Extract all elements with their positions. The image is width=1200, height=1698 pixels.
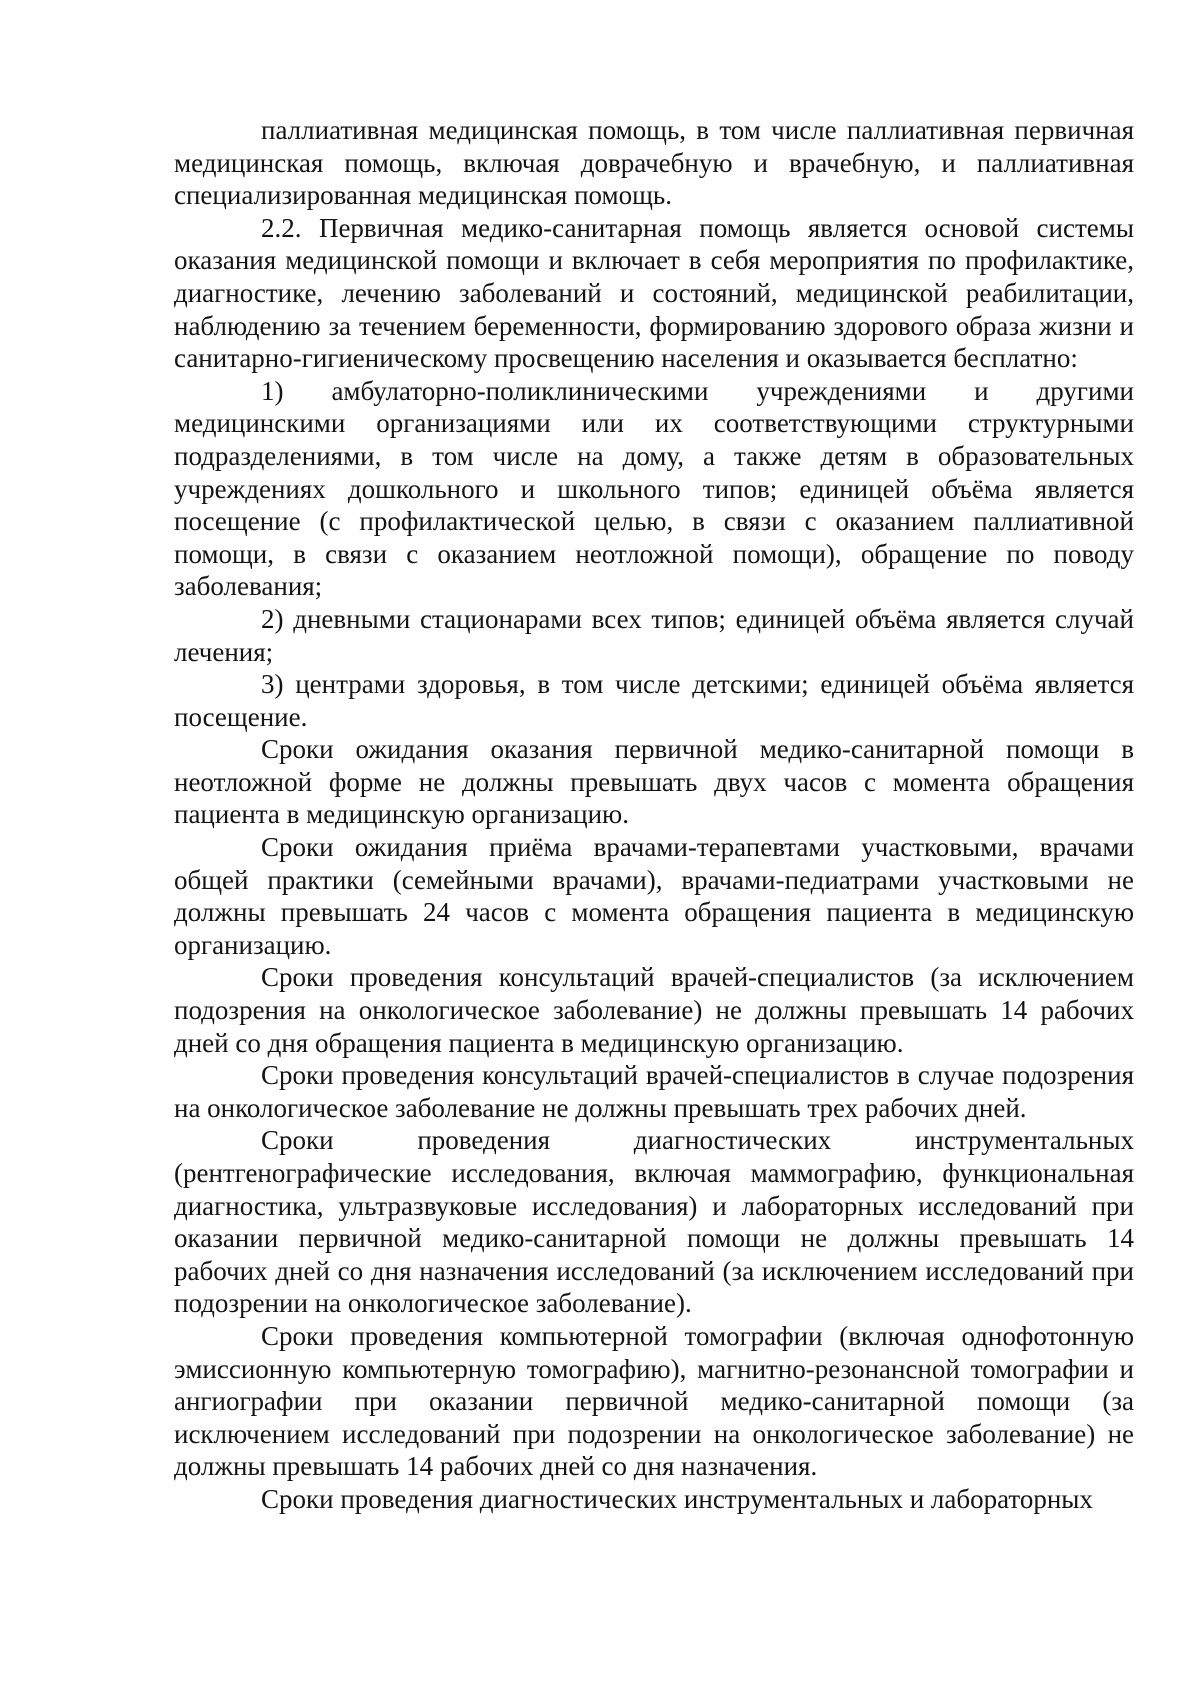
list-item-2-day-hospitals: 2) дневными стационарами всех типов; единицей объёма является случай лечения; [174,603,1134,667]
list-item-1-outpatient: 1) амбулаторно-поликлиническими учреждениями и другими медицинскими организациями или их соответствующими структурными подразделениями, в том числе на дому, а также детям в образовательных учреждениях дошкольного и школьного типов; единицей объёма является посещение (с профилактической целью, в связи с оказанием паллиативной помощи, в связи с оказанием неотложной помощи), обращение по поводу заболевания; [174,375,1134,602]
paragraph-diagnostic-time: Сроки проведения диагностических инструментальных (рентгенографические исследования, включая маммографию, функциональная диагностика, ультразвуковые исследования) и лабораторных исследований при оказании первичной медико-санитарной помощи не должны превышать 14 рабочих дней со дня назначения исследований (за исключением исследований при подозрении на онкологическое заболевание). [174,1125,1134,1319]
paragraph-specialist-consult-time: Сроки проведения консультаций врачей-специалистов (за исключением подозрения на онкологическое заболевание) не должны превышать 14 рабочих дней со дня обращения пациента в медицинскую организацию. [174,962,1134,1058]
paragraph-diagnostic-lab-continued: Сроки проведения диагностических инструментальных и лабораторных [261,1483,1093,1514]
paragraph-ct-mri-time: Сроки проведения компьютерной томографии (включая однофотонную эмиссионную компьютерную томографию), магнитно-резонансной томографии и ангиографии при оказании первичной медико-санитарной помощи (за исключением исследований при подозрении на онкологическое заболевание) не должны превышать 14 рабочих дней со дня назначения. [174,1320,1134,1482]
paragraph-palliative-care: паллиативная медицинская помощь, в том числе паллиативная первичная медицинская помощь, включая доврачебную и врачебную, и паллиативная специализированная медицинская помощь. [174,115,1134,211]
paragraph-urgent-wait-time: Сроки ожидания оказания первичной медико-санитарной помощи в неотложной форме не должны превышать двух часов с момента обращения пациента в медицинскую организацию. [174,734,1134,830]
paragraph-oncology-consult-time: Сроки проведения консультаций врачей-специалистов в случае подозрения на онкологическое заболевание не должны превышать трех рабочих дней. [174,1060,1134,1123]
list-item-3-health-centers: 3) центрами здоровья, в том числе детскими; единицей объёма является посещение. [174,669,1134,732]
paragraph-2-2-primary-care: 2.2. Первичная медико-санитарная помощь является основой системы оказания медицинской помощи и включает в себя мероприятия по профилактике, диагностике, лечению заболеваний и состояний, медицинской реабилитации, наблюдению за течением беременности, формированию здорового образа жизни и санитарно-гигиеническому просвещению населения и оказывается бесплатно: [174,212,1134,374]
document-body [174,114,1134,1516]
paragraph-therapist-wait-time: Сроки ожидания приёма врачами-терапевтами участковыми, врачами общей практики (семейными врачами), врачами-педиатрами участковыми не должны превышать 24 часов с момента обращения пациента в медицинскую организацию. [174,832,1134,960]
